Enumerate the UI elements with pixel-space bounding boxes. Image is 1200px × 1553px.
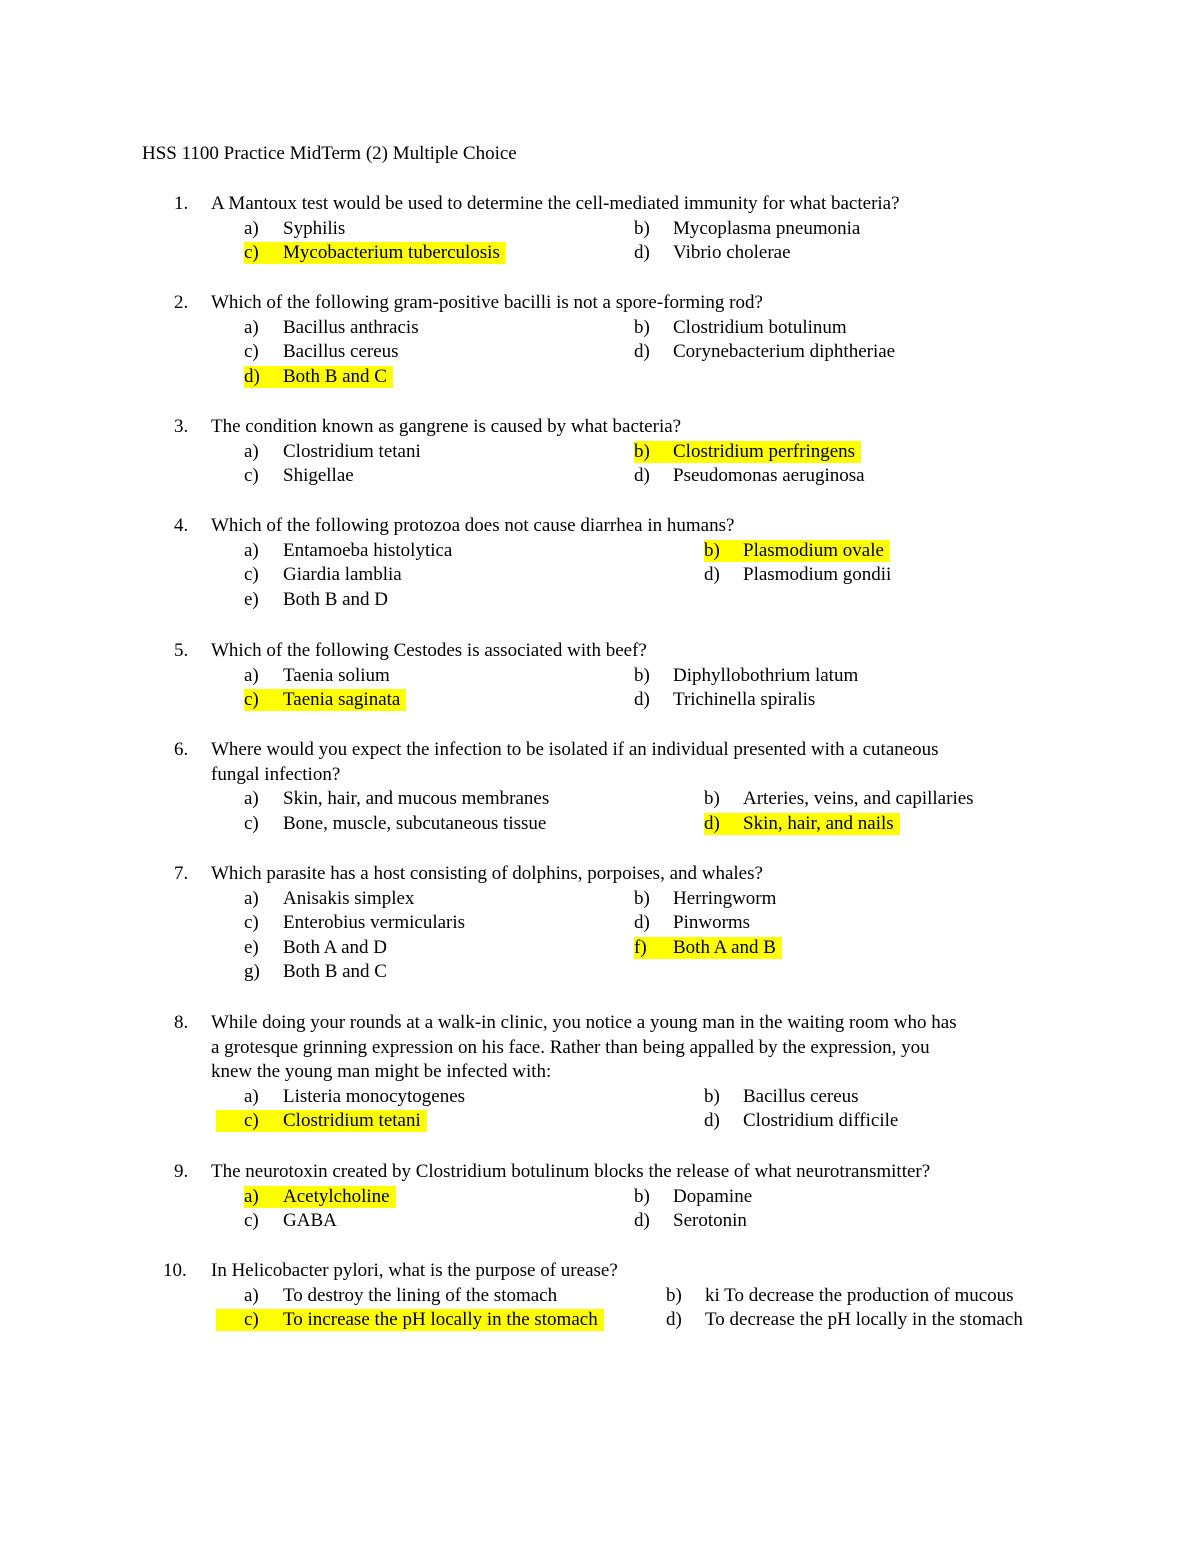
- option-text: Clostridium tetani: [283, 1110, 421, 1132]
- option-text: Acetylcholine: [283, 1185, 390, 1207]
- option-text: Dopamine: [673, 1185, 753, 1207]
- option-text: Entamoeba histolytica: [283, 539, 453, 561]
- option-letter: d): [634, 689, 650, 711]
- question-number: 9.: [174, 1161, 189, 1182]
- option-letter: a): [244, 1085, 259, 1107]
- answer-option[interactable]: [244, 242, 506, 264]
- option-letter: d): [634, 1210, 650, 1232]
- option-letter: a): [244, 539, 259, 561]
- answer-option[interactable]: [634, 1186, 752, 1208]
- option-text: To decrease the pH locally in the stomach: [705, 1309, 1023, 1331]
- option-text: Plasmodium gondii: [743, 564, 892, 586]
- option-letter: d): [704, 1110, 720, 1132]
- question-text: Which of the following Cestodes is associated with beef?: [211, 640, 647, 661]
- option-text: Corynebacterium diphtheriae: [673, 341, 896, 363]
- option-letter: a): [244, 440, 259, 462]
- option-text: Both B and C: [283, 961, 387, 983]
- option-letter: b): [634, 1185, 650, 1207]
- question-text: Where would you expect the infection to be isolated if an individual presented with a cutaneous: [211, 739, 939, 760]
- answer-option[interactable]: [704, 788, 974, 810]
- answer-option[interactable]: [634, 888, 776, 910]
- option-letter: a): [244, 664, 259, 686]
- option-letter: d): [634, 465, 650, 487]
- page-title: HSS 1100 Practice MidTerm (2) Multiple Choice: [142, 143, 517, 164]
- option-letter: a): [244, 1185, 259, 1207]
- answer-option[interactable]: [244, 888, 414, 910]
- answer-option[interactable]: [244, 441, 421, 463]
- option-text: To destroy the lining of the stomach: [283, 1284, 558, 1306]
- option-text: Clostridium tetani: [283, 440, 421, 462]
- answer-option[interactable]: [634, 689, 815, 711]
- option-text: Giardia lamblia: [283, 564, 402, 586]
- answer-option[interactable]: [244, 1186, 396, 1208]
- answer-option[interactable]: [704, 540, 890, 562]
- question-text: While doing your rounds at a walk-in clinic, you notice a young man in the waiting room who has: [211, 1012, 957, 1033]
- option-text: Skin, hair, and mucous membranes: [283, 788, 550, 810]
- answer-option[interactable]: [244, 1086, 465, 1108]
- option-letter: a): [244, 316, 259, 338]
- option-text: Anisakis simplex: [283, 887, 415, 909]
- option-letter: e): [244, 936, 259, 958]
- answer-option[interactable]: [634, 218, 860, 240]
- answer-option[interactable]: [244, 788, 549, 810]
- option-letter: a): [244, 788, 259, 810]
- question-number: 1.: [174, 193, 189, 214]
- option-text: Pinworms: [673, 912, 751, 934]
- question-text: a grotesque grinning expression on his face. Rather than being appalled by the expression, you: [211, 1036, 930, 1058]
- answer-option[interactable]: [244, 961, 387, 983]
- option-text: Arteries, veins, and capillaries: [743, 788, 974, 810]
- question-number: 6.: [174, 739, 189, 760]
- answer-option[interactable]: [244, 317, 419, 339]
- option-letter: c): [244, 1210, 259, 1232]
- answer-option[interactable]: [244, 564, 402, 586]
- option-text: Clostridium botulinum: [673, 316, 847, 338]
- option-text: Mycobacterium tuberculosis: [283, 242, 500, 264]
- option-letter: e): [244, 588, 259, 610]
- answer-option[interactable]: [244, 689, 406, 711]
- option-text: Bacillus cereus: [283, 341, 399, 363]
- answer-option[interactable]: [244, 465, 354, 487]
- option-letter: b): [634, 217, 650, 239]
- question-text: Which of the following gram-positive bacilli is not a spore-forming rod?: [211, 292, 763, 313]
- option-text: Taenia saginata: [283, 689, 401, 711]
- question-number: 3.: [174, 416, 189, 437]
- answer-option[interactable]: [634, 912, 750, 934]
- question-number: 4.: [174, 515, 189, 536]
- answer-option[interactable]: [634, 317, 847, 339]
- option-text: GABA: [283, 1210, 337, 1232]
- option-letter: f): [634, 936, 647, 958]
- answer-option[interactable]: [244, 1210, 337, 1232]
- answer-option[interactable]: [244, 366, 393, 388]
- option-letter: c): [244, 812, 259, 834]
- question-text: Which of the following protozoa does not cause diarrhea in humans?: [211, 515, 735, 536]
- answer-option[interactable]: [216, 1309, 604, 1331]
- option-text: Serotonin: [673, 1210, 747, 1232]
- answer-option[interactable]: [244, 341, 399, 363]
- option-text: Clostridium perfringens: [673, 440, 856, 462]
- option-letter: d): [244, 365, 260, 387]
- option-letter: c): [244, 1309, 259, 1331]
- question-text: Which parasite has a host consisting of dolphins, porpoises, and whales?: [211, 863, 763, 884]
- option-letter: c): [244, 564, 259, 586]
- question-number: 10.: [163, 1260, 187, 1281]
- option-text: Both A and D: [283, 936, 387, 958]
- answer-option[interactable]: [704, 813, 900, 835]
- option-text: Listeria monocytogenes: [283, 1085, 466, 1107]
- answer-option[interactable]: [634, 465, 865, 487]
- option-letter: b): [634, 440, 650, 462]
- answer-option[interactable]: [634, 937, 782, 959]
- question-number: 8.: [174, 1012, 189, 1033]
- answer-option[interactable]: [666, 1309, 1023, 1331]
- option-letter: d): [666, 1309, 682, 1331]
- option-letter: c): [244, 912, 259, 934]
- question-text: fungal infection?: [211, 763, 341, 785]
- answer-option[interactable]: [634, 341, 895, 363]
- option-text: Plasmodium ovale: [743, 539, 884, 561]
- option-text: Diphyllobothrium latum: [673, 664, 859, 686]
- question-number: 7.: [174, 863, 189, 884]
- answer-option[interactable]: [244, 1285, 557, 1307]
- answer-option[interactable]: [244, 218, 345, 240]
- question-text: The neurotoxin created by Clostridium botulinum blocks the release of what neurotransmitter?: [211, 1161, 931, 1182]
- option-text: Skin, hair, and nails: [743, 812, 894, 834]
- answer-option[interactable]: [704, 564, 891, 586]
- option-letter: d): [634, 341, 650, 363]
- question-number: 5.: [174, 640, 189, 661]
- answer-option[interactable]: [634, 441, 861, 463]
- option-letter: a): [244, 217, 259, 239]
- answer-option[interactable]: [244, 937, 387, 959]
- option-text: Both B and D: [283, 588, 389, 610]
- option-text: Bacillus cereus: [743, 1085, 859, 1107]
- option-text: Herringworm: [673, 887, 777, 909]
- answer-option[interactable]: [634, 242, 791, 264]
- question-number: 2.: [174, 292, 189, 313]
- answer-option[interactable]: [634, 1210, 747, 1232]
- option-text: ki To decrease the production of mucous: [705, 1284, 1014, 1306]
- option-text: Pseudomonas aeruginosa: [673, 465, 865, 487]
- option-letter: c): [244, 341, 259, 363]
- option-text: Clostridium difficile: [743, 1110, 899, 1132]
- answer-option[interactable]: [666, 1285, 1014, 1307]
- option-letter: g): [244, 961, 260, 983]
- option-letter: d): [704, 564, 720, 586]
- option-text: Enterobius vermicularis: [283, 912, 466, 934]
- answer-option[interactable]: [634, 665, 858, 687]
- option-text: Taenia solium: [283, 664, 390, 686]
- option-letter: d): [634, 912, 650, 934]
- option-letter: d): [634, 242, 650, 264]
- option-letter: a): [244, 887, 259, 909]
- answer-option[interactable]: [704, 1086, 859, 1108]
- option-text: Mycoplasma pneumonia: [673, 217, 861, 239]
- option-text: To increase the pH locally in the stomach: [283, 1309, 598, 1331]
- option-letter: b): [634, 316, 650, 338]
- option-text: Both A and B: [673, 936, 776, 958]
- answer-option[interactable]: [244, 665, 390, 687]
- answer-option[interactable]: [216, 1110, 427, 1132]
- question-text: In Helicobacter pylori, what is the purpose of urease?: [211, 1260, 618, 1281]
- option-text: Syphilis: [283, 217, 346, 239]
- answer-option[interactable]: [244, 589, 388, 611]
- option-text: Shigellae: [283, 465, 354, 487]
- option-letter: c): [244, 242, 259, 264]
- option-letter: b): [704, 539, 720, 561]
- option-text: Bacillus anthracis: [283, 316, 419, 338]
- option-letter: c): [244, 465, 259, 487]
- option-letter: c): [244, 689, 259, 711]
- option-letter: b): [666, 1284, 682, 1306]
- option-text: Bone, muscle, subcutaneous tissue: [283, 812, 547, 834]
- answer-option[interactable]: [244, 813, 546, 835]
- question-text: A Mantoux test would be used to determine the cell-mediated immunity for what bacteria?: [211, 193, 900, 214]
- option-letter: c): [244, 1110, 259, 1132]
- option-letter: b): [704, 1085, 720, 1107]
- answer-option[interactable]: [244, 912, 465, 934]
- option-letter: b): [634, 664, 650, 686]
- option-letter: b): [704, 788, 720, 810]
- option-text: Vibrio cholerae: [673, 242, 791, 264]
- question-text: knew the young man might be infected with:: [211, 1061, 552, 1083]
- option-text: Trichinella spiralis: [673, 689, 816, 711]
- option-letter: d): [704, 812, 720, 834]
- answer-option[interactable]: [244, 540, 452, 562]
- option-letter: b): [634, 887, 650, 909]
- option-text: Both B and C: [283, 365, 387, 387]
- answer-option[interactable]: [704, 1110, 898, 1132]
- option-letter: a): [244, 1284, 259, 1306]
- question-text: The condition known as gangrene is caused by what bacteria?: [211, 416, 682, 437]
